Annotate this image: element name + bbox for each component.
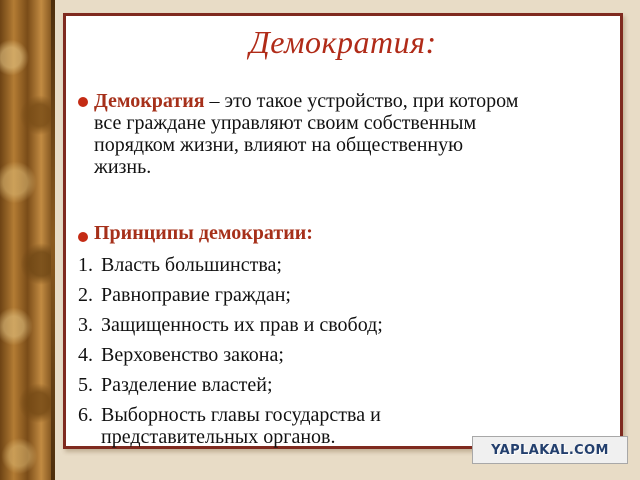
slide-title: Демократия: [249, 24, 437, 60]
slide-content [78, 90, 548, 456]
principle-text: Верховенство закона; [101, 344, 284, 366]
principle-text: Равноправие граждан; [101, 284, 291, 306]
slide-panel [63, 13, 623, 449]
principle-number: 5. [78, 374, 93, 396]
definition-text [94, 90, 524, 178]
definition-description: – это такое устройство, при котором все граждане управляют своим собственным порядком жизни, влияют на общественную жизнь. [94, 90, 519, 178]
principles-list [78, 254, 548, 448]
principle-number: 6. [78, 404, 93, 426]
principle-text: Власть большинства; [101, 254, 282, 276]
bullet-icon [78, 232, 88, 242]
principle-item [78, 284, 548, 306]
principle-text: Защищенность их прав и свобод; [101, 314, 383, 336]
principle-number: 2. [78, 284, 93, 306]
definition-term: Демократия [94, 90, 205, 112]
principle-item [78, 314, 548, 336]
yaplakal-watermark: YAPLAKAL.COM [472, 436, 628, 464]
decorative-left-strip [0, 0, 55, 480]
principle-text: Разделение властей; [101, 374, 273, 396]
principle-text: Выборность главы государства и представительных органов. [101, 404, 381, 448]
principle-number: 3. [78, 314, 93, 336]
bullet-icon [78, 97, 88, 107]
definition-bullet [78, 90, 548, 178]
principles-heading-row [78, 222, 548, 244]
principle-item [78, 374, 548, 396]
principle-number: 4. [78, 344, 93, 366]
principle-number: 1. [78, 254, 93, 276]
principle-item [78, 344, 548, 366]
principles-heading: Принципы демократии: [94, 222, 313, 244]
principle-item [78, 254, 548, 276]
